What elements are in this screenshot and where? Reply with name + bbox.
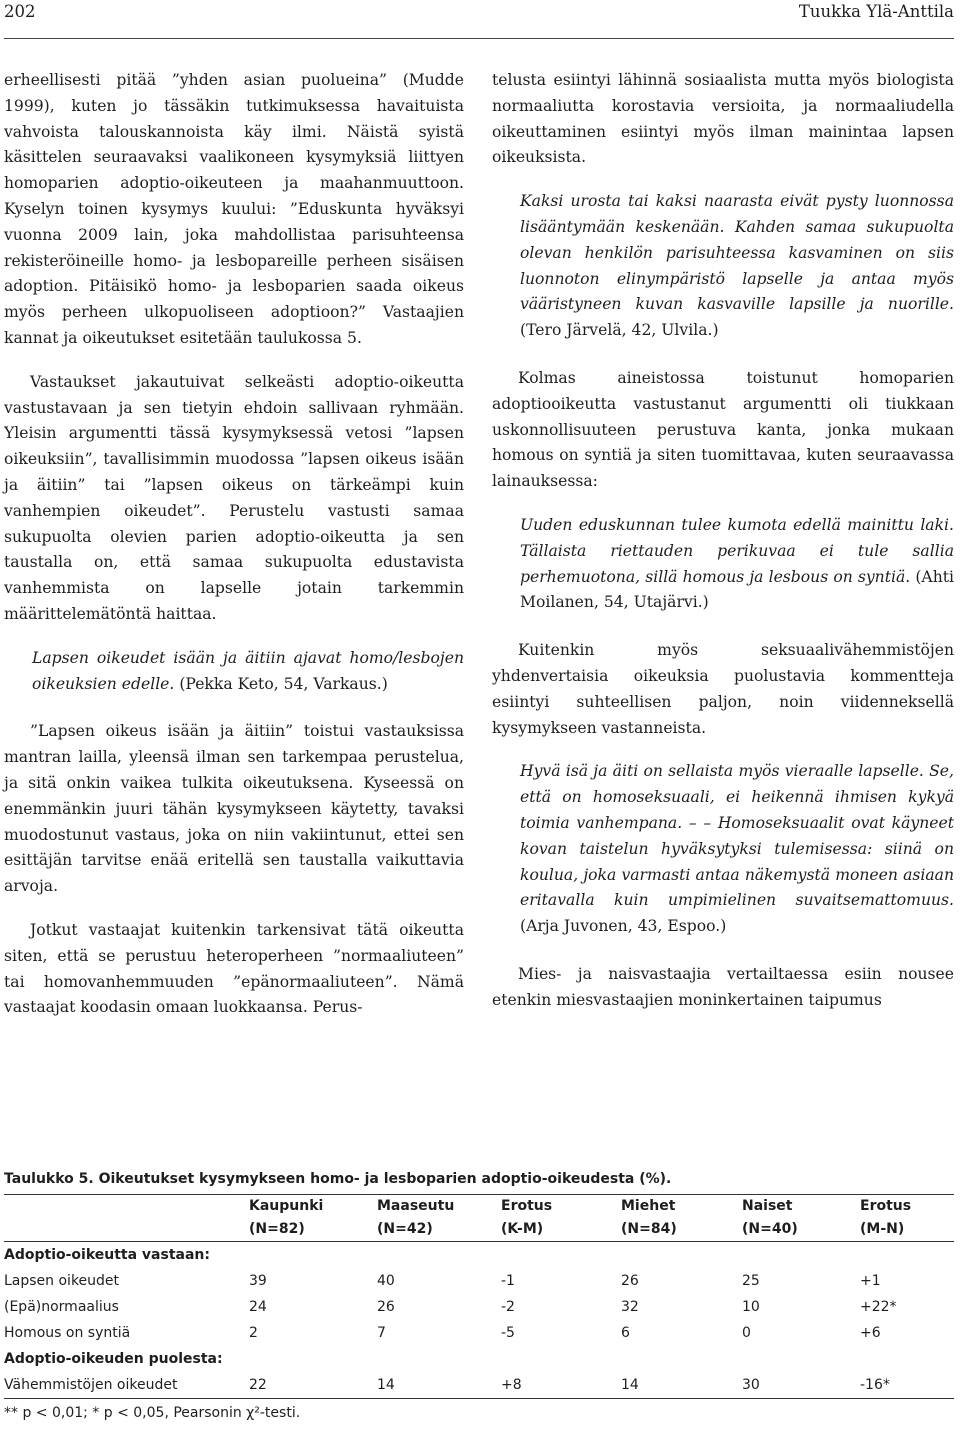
table-cell: 14 — [621, 1372, 742, 1399]
quote-text: Uuden eduskunnan tulee kumota edellä mainittu laki. Tällaista riettauden perikuvaa ei tule sallia perhemuotona, sillä homous ja lesbous on syntiä. — [520, 515, 954, 586]
page-header — [0, 0, 960, 40]
table-column-header: Miehet — [621, 1198, 676, 1214]
quote-source: (Tero Järvelä, 42, Ulvila.) — [520, 321, 719, 340]
results-table — [4, 1195, 954, 1399]
table-cell: 40 — [377, 1273, 395, 1289]
table-section-row — [4, 1346, 954, 1372]
table-row — [4, 1268, 954, 1294]
quote-text: Hyvä isä ja äiti on sellaista myös vieraalle lapselle. Se, että on homoseksuaali, ei heikennä ihmisen kykyä toimia vanhempana. – – Homoseksuaalit ovat käyneet kovan taistelun hyväksytyksi tulemisessa: siinä on koulua, joka varmasti antaa näkemystä moneen asiaan eritavalla kuin umpimielinen suvaitsemattomuus. — [520, 762, 954, 910]
table-section-title: Adoptio-oikeuden puolesta: — [4, 1351, 223, 1367]
running-header-author: Tuukka Ylä-Anttila — [798, 2, 954, 21]
body-paragraph: Kuitenkin myös seksuaalivähemmistöjen yhdenvertaisia oikeuksia puolustavia kommentteja esiintyi suhteellisen paljon, noin viidenneksellä kysymykseen vastanneista. — [492, 641, 954, 737]
right-text-column — [492, 68, 954, 1014]
table-cell: -5 — [501, 1325, 515, 1341]
body-paragraph: Mies- ja naisvastaajia vertailtaessa esiin nousee etenkin miesvastaajien moninkertainen taipumus — [492, 964, 954, 1009]
body-paragraph: telusta esiintyi lähinnä sosiaalista mutta myös biologista normaaliutta korostavia versioita, ja normaaliudella oikeuttaminen esiintyi myös ilman mainintaa lapsen oikeuksista. — [492, 71, 954, 167]
table-column-header: (N=40) — [742, 1218, 860, 1242]
body-paragraph: Kolmas aineistossa toistunut homoparien adoptiooikeutta vastustanut argumentti oli tiukkaan uskonnollisuuteen perustuva kanta, jonka mukaan homous on syntiä ja siten tuomittavaa, kuten seuraavassa lainauksessa: — [492, 368, 954, 491]
table-section-title: Adoptio-oikeutta vastaan: — [4, 1247, 210, 1263]
body-paragraph: Vastaukset jakautuivat selkeästi adoptio-oikeutta vastustavaan ja sen tietyin ehdoin sallivaan ryhmään. Yleisin argumentti tässä kysymyksessä vetosi ”lapsen oikeuksiin”, tavallisimmin muodossa ”lapsen oikeus isään ja äitiin” tai ”lapsen oikeus on tärkeämpi kuin vanhempien oikeudet”. Perustelu vastusti samaa sukupuolta olevien parien adoptio-oikeutta ja sen taustalla on, että samaa sukupuolta edustavista vanhemmista on lapselle jotain tarkemmin määrittelemätöntä haittaa. — [4, 372, 464, 623]
left-text-column — [4, 68, 464, 1021]
table-caption: Taulukko 5. Oikeutukset kysymykseen homo- ja lesboparien adoptio-oikeudesta (%). — [4, 1168, 954, 1195]
table-row — [4, 1372, 954, 1399]
table-cell: 24 — [249, 1299, 267, 1315]
table-header-stub — [4, 1195, 249, 1218]
table-column-header: Kaupunki — [249, 1198, 324, 1214]
table-cell: 22 — [249, 1372, 377, 1399]
block-quote — [492, 189, 954, 344]
table-row — [4, 1320, 954, 1346]
block-quote — [492, 759, 954, 940]
table-cell: 30 — [742, 1372, 860, 1399]
quote-source: (Ahti Moilanen, 54, Utajärvi.) — [520, 567, 954, 612]
quote-text: Lapsen oikeudet isään ja äitiin ajavat homo/lesbojen oikeuksien edelle. — [32, 648, 464, 693]
table-row — [4, 1294, 954, 1320]
table-cell: 25 — [742, 1273, 760, 1289]
table-cell: 14 — [377, 1372, 501, 1399]
table-cell: 32 — [621, 1299, 639, 1315]
table-header-row — [4, 1218, 954, 1242]
table-cell: 26 — [377, 1299, 395, 1315]
block-quote — [492, 513, 954, 616]
quote-source: (Arja Juvonen, 43, Espoo.) — [520, 917, 727, 936]
table-cell: 39 — [249, 1273, 267, 1289]
body-paragraph: Jotkut vastaajat kuitenkin tarkensivat tätä oikeutta siten, että se perustuu heteroperheen ”normaaliuteen” tai homovanhemmuuden ”epänormaaliuteen”. Nämä vastaajat koodasin omaan luokkaansa. Perus- — [4, 920, 464, 1017]
table-cell: +6 — [860, 1325, 881, 1341]
table-column-header: (N=42) — [377, 1218, 501, 1242]
table-cell: -1 — [501, 1273, 515, 1289]
table-column-header: (N=82) — [249, 1218, 377, 1242]
table-cell: +8 — [501, 1372, 621, 1399]
table-column-header: (K-M) — [501, 1218, 621, 1242]
quote-text: Kaksi urosta tai kaksi naarasta eivät pysty luonnossa lisääntymään keskenään. Kahden samaa sukupuolta olevan henkilön parisuhteessa kasvaminen on siis luonnoton elinympäristö lapselle ja antaa myös vääristyneen kuvan kasvaville lapsille ja nuorille. — [520, 192, 954, 314]
table-row-label: Homous on syntiä — [4, 1325, 131, 1341]
block-quote — [4, 646, 464, 698]
table-column-header: Maaseutu — [377, 1198, 455, 1214]
table-footnote: ** p < 0,01; * p < 0,05, Pearsonin χ²-testi. — [4, 1405, 301, 1421]
table-cell: -2 — [501, 1299, 515, 1315]
table-column-header: Erotus — [501, 1198, 553, 1214]
table-column-header: (M-N) — [860, 1218, 954, 1242]
table-cell: +1 — [860, 1273, 881, 1289]
body-paragraph: erheellisesti pitää ”yhden asian puolueina” (Mudde 1999), kuten jo tässäkin tutkimuksessa havaituista vahvoista talouskannoista käy ilmi. Näistä syistä käsittelen seuraavaksi vaalikoneen kysymyksiä liittyen homoparien adoptio-oikeuteen ja maahanmuuttoon. Kyselyn toinen kysymys kuului: ”Eduskunta hyväksyi vuonna 2009 lain, joka mahdollistaa parisuhteensa rekisteröineille homo- ja lesbopareille perheen sisäisen adoption. Pitäisikö homo- ja lesboparien saada oikeus myös perheen ulkopuoliseen adoptioon?” Vastaajien kannat ja oikeutukset esitetään taulukossa 5. — [4, 71, 464, 347]
table-cell: 6 — [621, 1325, 630, 1341]
table-row-label: Vähemmistöjen oikeudet — [4, 1372, 249, 1399]
quote-source: (Pekka Keto, 54, Varkaus.) — [174, 674, 388, 693]
table-cell: 10 — [742, 1299, 760, 1315]
table-row-label: Lapsen oikeudet — [4, 1273, 120, 1289]
table-cell: 26 — [621, 1273, 639, 1289]
body-paragraph: ”Lapsen oikeus isään ja äitiin” toistui vastauksissa mantran lailla, yleensä ilman sen tarkempaa perustelua, ja sitä onkin vaikea tulkita oikeutuksena. Kyseessä on enemmänkin juuri tähän kysymykseen käytetty, tavaksi muodostunut vastaus, joka on niin vakiintunut, ettei sen esittäjän tarvitse enää eritellä sen taustalla vaikuttavia arvoja. — [4, 722, 464, 896]
table-cell: 2 — [249, 1325, 258, 1341]
table-column-header: Erotus — [860, 1198, 912, 1214]
table-column-header: (N=84) — [621, 1218, 742, 1242]
table-section-row — [4, 1242, 954, 1269]
header-divider — [4, 38, 954, 39]
table-cell: -16* — [860, 1372, 954, 1399]
page-number: 202 — [4, 2, 36, 21]
table-row-label: (Epä)normaalius — [4, 1299, 119, 1315]
table-column-header: Naiset — [742, 1198, 793, 1214]
table-header-stub — [4, 1218, 249, 1242]
results-table-block — [4, 1168, 954, 1425]
table-cell: 7 — [377, 1325, 386, 1341]
table-cell: 0 — [742, 1325, 751, 1341]
table-header-row — [4, 1195, 954, 1218]
table-cell: +22* — [860, 1299, 897, 1315]
